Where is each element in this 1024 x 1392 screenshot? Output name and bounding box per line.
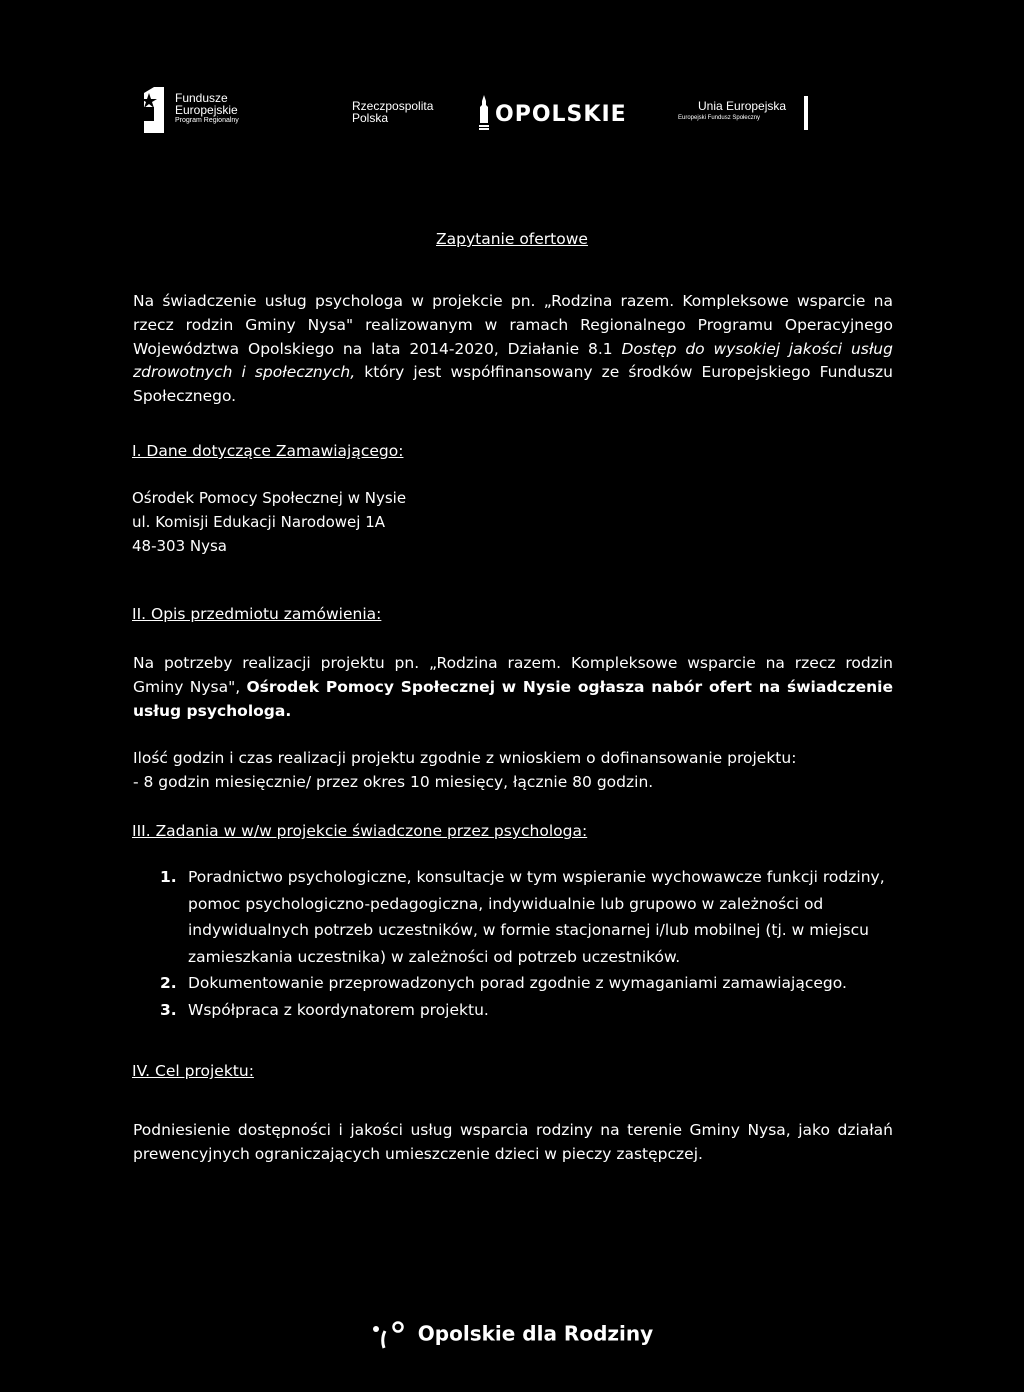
fe-line2: Europejskie <box>175 103 238 117</box>
address-line: ul. Komisji Edukacji Narodowej 1A <box>132 513 386 531</box>
intro-italic: Dostęp do wysokiej jakości usług zdrowotnych i społecznych, <box>133 339 893 382</box>
fe-star-icon <box>140 87 164 133</box>
family-icon <box>371 1319 405 1349</box>
rp-line2: Polska <box>352 111 389 125</box>
list-item-number: 1. <box>160 868 177 886</box>
section-2-hours-detail: - 8 godzin miesięcznie/ przez okres 10 miesięcy, łącznie 80 godzin. <box>133 773 654 791</box>
opolskie-wordmark: OPOLSKIE <box>495 102 627 127</box>
logo-unia-europejska <box>676 100 816 136</box>
section-2-paragraph-1 <box>133 651 893 723</box>
address-line: 48-303 Nysa <box>132 537 228 555</box>
tasks-list <box>160 864 900 1023</box>
list-item <box>160 997 900 1024</box>
intro-text-2: który jest współfinansowany ze środków Europejskiego Funduszu Społecznego. <box>133 363 893 406</box>
document-title: Zapytanie ofertowe <box>436 230 588 248</box>
section-2-bold-text: Ośrodek Pomocy Społecznej w Nysie ogłasza nabór ofert na świadczenie usług psychologa. <box>133 678 893 720</box>
ue-line2: Europejski Fundusz Społeczny <box>678 115 761 121</box>
list-item-number: 2. <box>160 974 177 992</box>
footer-logo <box>0 1318 1024 1349</box>
section-2-text: Na potrzeby realizacji projektu pn. „Rodzina razem. Kompleksowe wsparcie na rzecz rodzin Gminy Nysa", <box>133 654 893 696</box>
section-2-paragraph-2 <box>133 746 893 794</box>
section-4-heading: IV. Cel projektu: <box>132 1062 254 1080</box>
list-item-text: Współpraca z koordynatorem projektu. <box>188 1000 489 1019</box>
list-item-text: Poradnictwo psychologiczne, konsultacje w tym wspieranie wychowawcze funkcji rodziny, pomoc psychologiczno-pedagogiczna, indywidualnie lub grupowo w zależności od indywidualnych potrzeb uczestników, w formie stacjonarnej i/lub mobilnej (tj. w miejscu zamieszkania uczestnika) w zależności od potrzeb uczestników. <box>188 868 885 966</box>
section-4-paragraph: Podniesienie dostępności i jakości usług wsparcia rodziny na terenie Gminy Nysa, jako działań prewencyjnych ograniczających umieszczenie dzieci w pieczy zastępczej. <box>133 1121 893 1163</box>
section-3-heading: III. Zadania w w/w projekcie świadczone przez psychologa: <box>132 822 588 840</box>
list-item-number: 3. <box>160 1000 177 1019</box>
fe-line3: Program Regionalny <box>175 117 239 124</box>
intro-text-1: Na świadczenie usług psychologa w projekcie pn. „Rodzina razem. Kompleksowe wsparcie na rzecz rodzin Gminy Nysa" realizowanym w ramach Regionalnego Programu Operacyjnego Województwa Opolskiego na lata 2014-2020, Działanie 8.1 <box>133 292 893 358</box>
opolskie-tower-icon <box>478 95 490 131</box>
footer-label: Opolskie dla Rodziny <box>417 1321 654 1346</box>
intro-paragraph <box>133 290 893 409</box>
list-item-text: Dokumentowanie przeprowadzonych porad zgodnie z wymaganiami zamawiającego. <box>188 974 847 992</box>
logo-rzeczpospolita <box>352 100 433 124</box>
ue-line1: Unia Europejska <box>698 99 787 113</box>
rp-line1: Rzeczpospolita <box>352 99 434 113</box>
fe-line1: Fundusze <box>175 91 228 105</box>
address-line: Ośrodek Pomocy Społecznej w Nysie <box>132 489 407 507</box>
list-item <box>160 864 900 970</box>
ue-flag-bar <box>804 96 808 130</box>
address-block <box>132 486 406 558</box>
section-2-hours-line: Ilość godzin i czas realizacji projektu zgodnie z wnioskiem o dofinansowanie projektu: <box>133 749 797 767</box>
section-2-heading: II. Opis przedmiotu zamówienia: <box>132 605 382 623</box>
section-1-heading: I. Dane dotyczące Zamawiającego: <box>132 442 404 460</box>
list-item <box>160 970 900 997</box>
